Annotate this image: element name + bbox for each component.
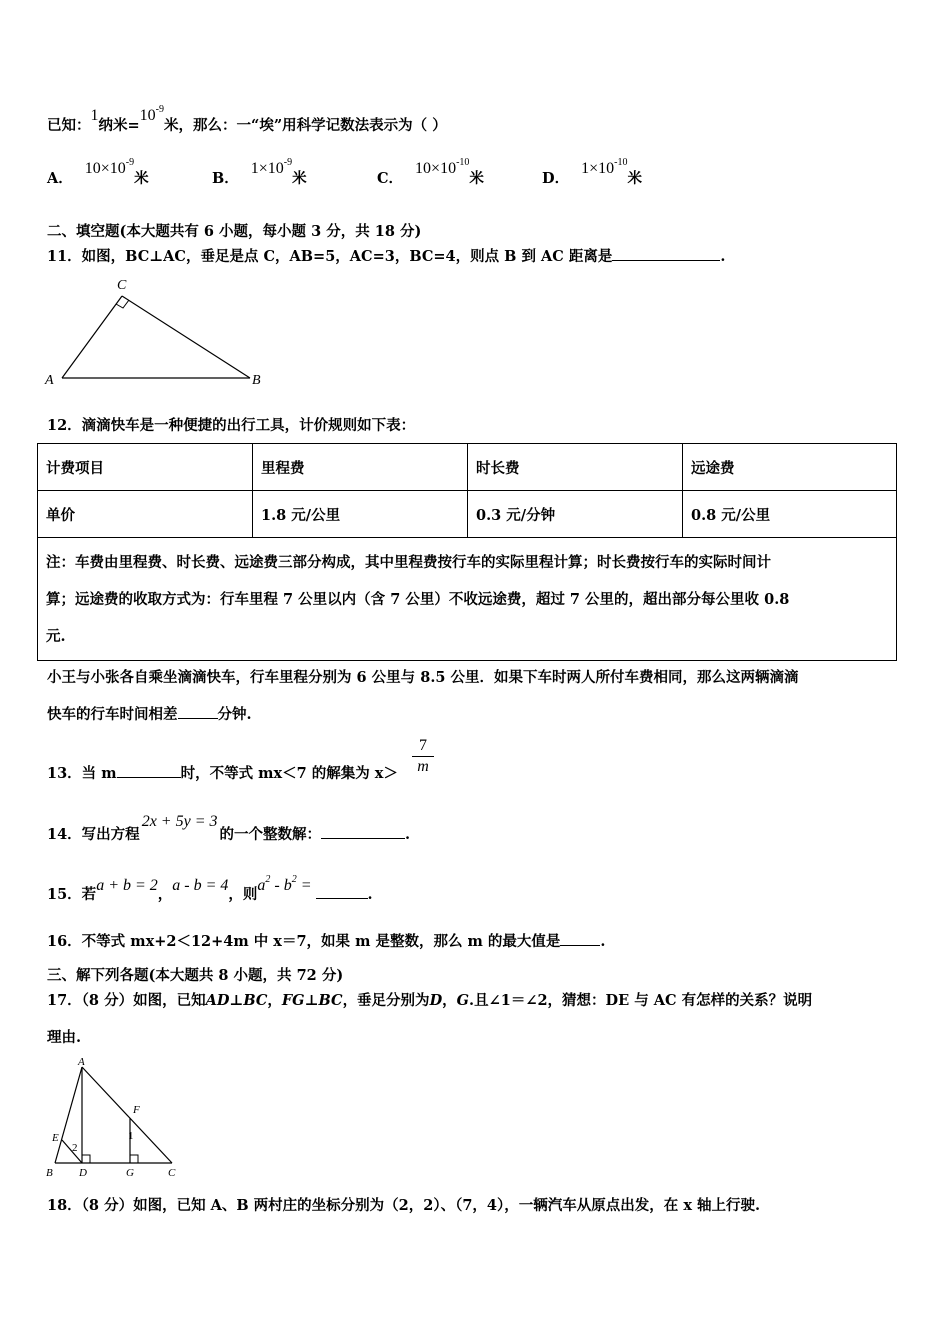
- q12-fee-table: [37, 443, 897, 661]
- q11-side-cb: [122, 296, 250, 378]
- fraction-numerator: 7: [412, 736, 434, 757]
- q10-option-b: B．$1\times 10^{-9}$米: [212, 157, 307, 187]
- table-header-cell: 时长费: [468, 444, 683, 491]
- table-header-row: [38, 444, 897, 491]
- q11-label-c: C: [117, 278, 127, 293]
- q11-side-ac: [62, 296, 122, 378]
- q10-option-d: D．$1\times 10^{-10}$米: [542, 157, 642, 187]
- q17-side-ba: [55, 1067, 82, 1163]
- q13-text: 13．当 m 时，不等式 mx＜7 的解集为 x＞: [47, 765, 398, 782]
- q17-label-c: C: [168, 1167, 176, 1179]
- q10-stem: 已知：1纳米$=10^{-9}$米，那么：一“埃”用科学记数法表示为（ ）: [47, 104, 447, 134]
- q17-text: 17．（8 分）如图，已知AD⊥BC，FG⊥BC，垂足分别为D，G.且∠1＝∠2，猜想：DE 与 AC 有怎样的关系？说明: [47, 992, 813, 1009]
- q11-triangle-figure: [40, 272, 270, 390]
- note-line: 元.: [46, 627, 66, 645]
- q11-label-b: B: [252, 373, 261, 388]
- note-line: 注：车费由里程费、时长费、远途费三部分构成，其中里程费按行车的实际里程计算；时长费按行车的实际时间计: [46, 553, 771, 571]
- table-row: [38, 491, 897, 538]
- q17-label-g: G: [126, 1167, 134, 1179]
- table-header-cell: 里程费: [253, 444, 468, 491]
- table-cell: 单价: [38, 491, 253, 538]
- q10-option-a: A．$10\times 10^{-9}$米: [47, 157, 149, 187]
- q17-angle-2: 2: [72, 1142, 78, 1154]
- fraction-denominator: m: [417, 758, 429, 775]
- section2-title: 二、填空题(本大题共有 6 小题，每小题 3 分，共 18 分): [47, 223, 422, 240]
- q17-label-d: D: [79, 1167, 87, 1179]
- q17-label-b: B: [46, 1167, 53, 1179]
- q14-text: 14．写出方程2x + 5y = 3的一个整数解： .: [47, 813, 411, 843]
- note-line: 算；远途费的收取方式为：行车里程 7 公里以内（含 7 公里）不收远途费，超过 7 公里的，超出部分每公里收 0.8: [46, 590, 790, 608]
- table-note-row: [38, 538, 897, 661]
- q17-line2: 理由.: [47, 1029, 82, 1046]
- q15-text: 15．若a + b = 2，a - b = 4，则$a^2 - b^2$ =.: [47, 874, 373, 903]
- q16-text: 16．不等式 mx+2＜12+4m 中 x＝7，如果 m 是整数，那么 m 的最大值是 .: [47, 933, 606, 950]
- q12-question-line1: 小王与小张各自乘坐滴滴快车，行车里程分别为 6 公里与 8.5 公里．如果下车时两人所付车费相同，那么这两辆滴滴: [47, 669, 799, 686]
- q12-intro: 12．滴滴快车是一种便捷的出行工具，计价规则如下表：: [47, 417, 416, 434]
- table-cell: 1.8 元/公里: [253, 491, 468, 538]
- q11-text: 11．如图，BC⊥AC，垂足是点 C，AB=5，AC=3，BC=4，则点 B 到 AC 距离是 .: [47, 248, 726, 265]
- q17-right-angle-d: [82, 1155, 90, 1163]
- section3-title: 三、解下列各题(本大题共 8 小题，共 72 分): [47, 967, 344, 984]
- q13-fraction: [412, 736, 434, 777]
- table-header-cell: 远途费: [683, 444, 897, 491]
- q17-label-a: A: [78, 1056, 85, 1068]
- q17-label-f: F: [133, 1104, 140, 1116]
- table-cell: 0.3 元/分钟: [468, 491, 683, 538]
- q18-text: 18．（8 分）如图，已知 A、B 两村庄的坐标分别为（2，2）、（7，4），一辆汽车从原点出发，在 x 轴上行驶.: [47, 1197, 761, 1214]
- table-note-cell: [38, 538, 897, 661]
- q11-label-a: A: [45, 373, 54, 388]
- table-header-cell: 计费项目: [38, 444, 253, 491]
- q12-question-line2: 快车的行车时间相差 分钟.: [47, 706, 252, 723]
- q17-geometry-figure: [40, 1055, 185, 1180]
- q17-right-angle-g: [130, 1155, 138, 1163]
- q17-label-e: E: [52, 1132, 59, 1144]
- q17-angle-1: 1: [128, 1130, 134, 1142]
- table-cell: 0.8 元/公里: [683, 491, 897, 538]
- q10-option-c: C．$10\times 10^{-10}$米: [377, 157, 484, 187]
- q17-side-ac: [82, 1067, 172, 1163]
